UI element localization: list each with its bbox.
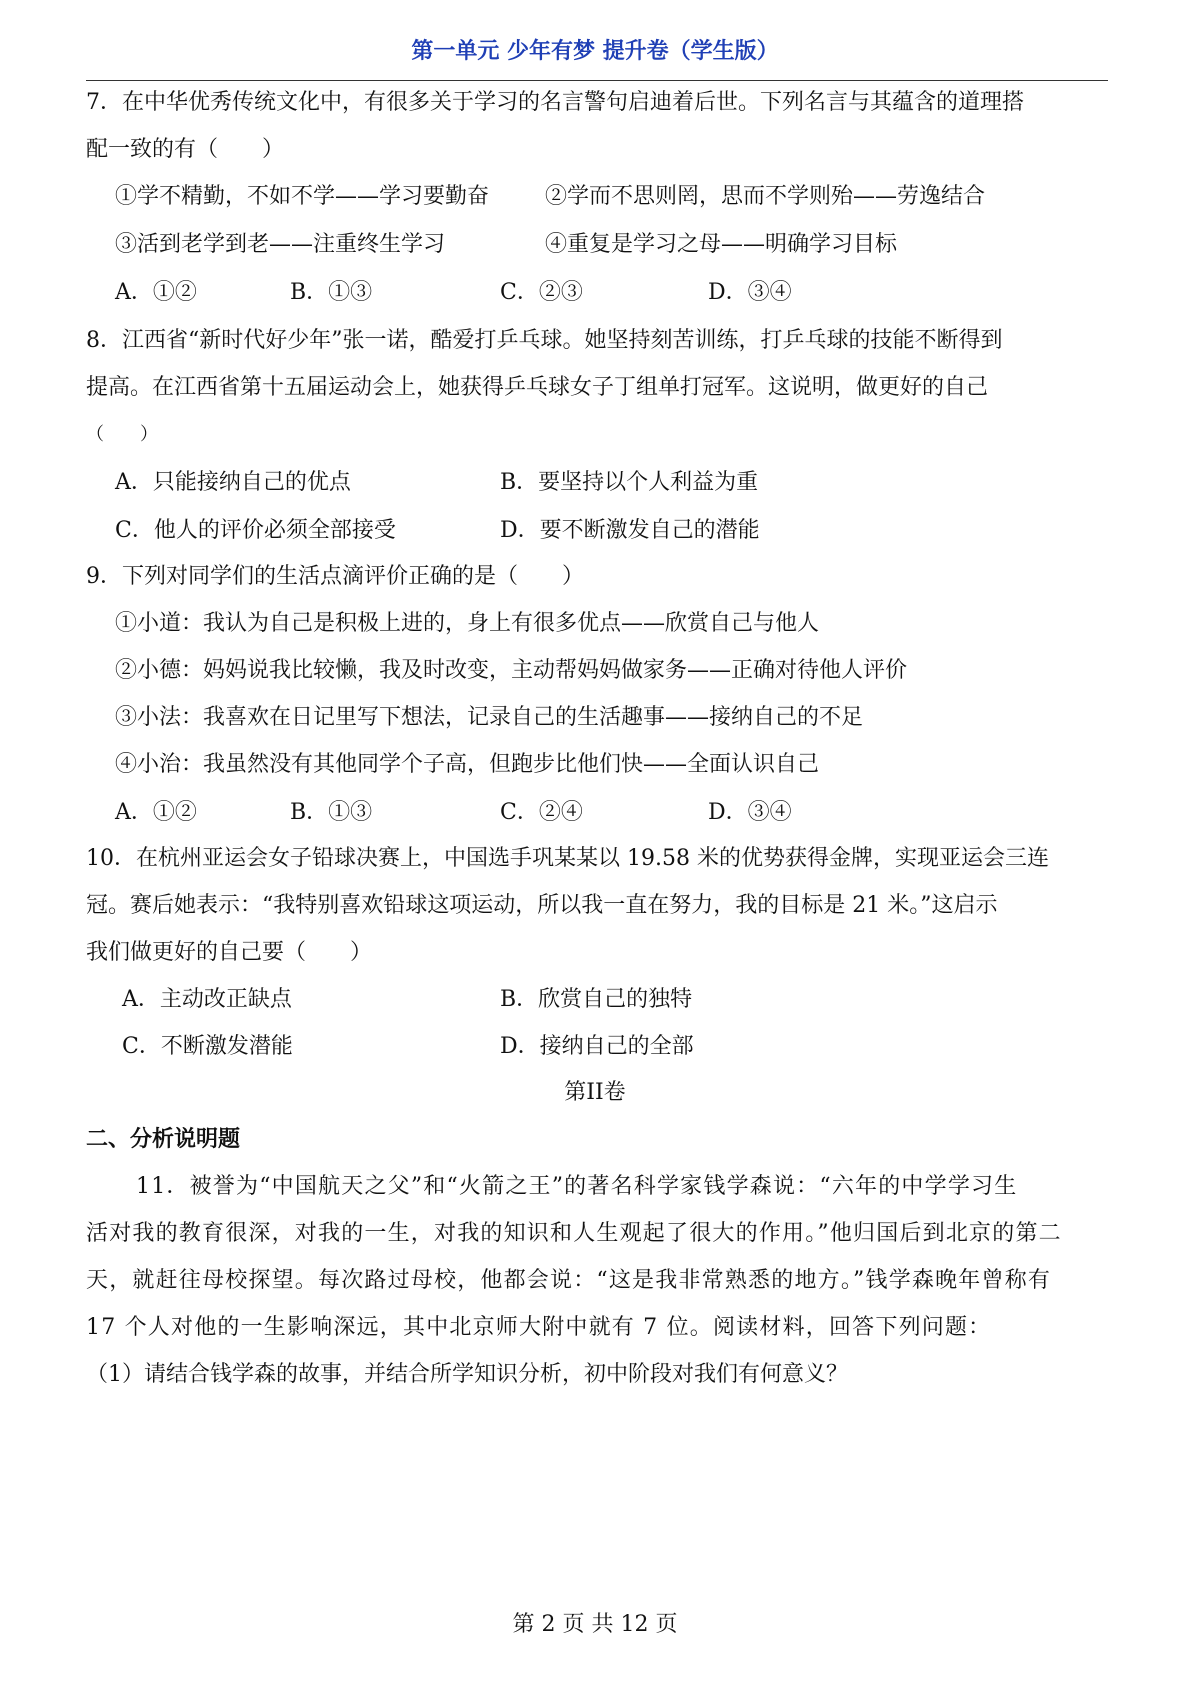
q11-subquestion-1: （1）请结合钱学森的故事，并结合所学知识分析，初中阶段对我们有何意义？ (86, 1362, 848, 1387)
section-heading: 二、分析说明题 (86, 1127, 241, 1152)
header-divider (86, 80, 1108, 81)
q7-option-b: B．①③ (290, 280, 373, 305)
q7-item-1: ①学不精勤，不如不学——学习要勤奋 (115, 184, 490, 209)
q10-option-c: C．不断激发潜能 (122, 1034, 293, 1059)
q9-item-3: ③小法：我喜欢在日记里写下想法，记录自己的生活趣事——接纳自己的不足 (115, 705, 864, 730)
q11-line3: 天，就赶往母校探望。每次路过母校，他都会说：“这是我非常熟悉的地方。”钱学森晚年曾称有 (86, 1268, 1052, 1293)
q7-stem-line1: 7．在中华优秀传统文化中，有很多关于学习的名言警句启迪着后世。下列名言与其蕴含的道理搭 (86, 90, 1025, 115)
q7-option-a: A．①② (115, 280, 197, 305)
q10-stem-line1: 10．在杭州亚运会女子铅球决赛上，中国选手巩某某以 19.58 米的优势获得金牌，实现亚运会三连 (86, 846, 1049, 871)
q11-line2: 活对我的教育很深，对我的一生，对我的知识和人生观起了很大的作用。”他归国后到北京的第二 (86, 1221, 1062, 1246)
q8-stem-line1: 8．江西省“新时代好少年”张一诺，酷爱打乒乓球。她坚持刻苦训练，打乒乓球的技能不断得到 (86, 328, 1003, 353)
part-two-title: 第II卷 (564, 1080, 626, 1105)
q8-stem-line3: （ ） (86, 424, 158, 445)
q9-stem: 9．下列对同学们的生活点滴评价正确的是（ ） (86, 564, 584, 589)
q8-option-b: B．要坚持以个人利益为重 (500, 470, 759, 495)
q10-stem-line2: 冠。赛后她表示：“我特别喜欢铅球这项运动，所以我一直在努力，我的目标是 21 米。”这启示 (86, 893, 998, 918)
q9-option-d: D．③④ (708, 800, 792, 825)
q9-item-4: ④小治：我虽然没有其他同学个子高，但跑步比他们快——全面认识自己 (115, 752, 820, 777)
q10-option-d: D．接纳自己的全部 (500, 1034, 694, 1059)
q7-option-d: D．③④ (708, 280, 792, 305)
q11-line1: 11．被誉为“中国航天之父”和“火箭之王”的著名科学家钱学森说：“六年的中学学习生 (136, 1174, 1018, 1199)
q7-stem-line2: 配一致的有（ ） (86, 137, 285, 162)
q10-option-b: B．欣赏自己的独特 (500, 987, 693, 1012)
q7-item-3: ③活到老学到老——注重终生学习 (115, 232, 446, 257)
q9-option-a: A．①② (115, 800, 197, 825)
q10-stem-line3: 我们做更好的自己要（ ） (86, 940, 373, 965)
q7-item-2: ②学而不思则罔，思而不学则殆——劳逸结合 (545, 184, 986, 209)
q9-option-b: B．①③ (290, 800, 373, 825)
q7-option-c: C．②③ (500, 280, 583, 305)
q11-line4: 17 个人对他的一生影响深远，其中北京师大附中就有 7 位。阅读材料，回答下列问题： (86, 1315, 992, 1340)
q8-option-d: D．要不断激发自己的潜能 (500, 518, 760, 543)
page-footer: 第 2 页 共 12 页 (512, 1612, 678, 1637)
q9-option-c: C．②④ (500, 800, 583, 825)
q8-option-a: A．只能接纳自己的优点 (115, 470, 351, 495)
q7-item-4: ④重复是学习之母——明确学习目标 (545, 232, 898, 257)
page-header-title: 第一单元 少年有梦 提升卷（学生版） (411, 39, 779, 64)
q9-item-2: ②小德：妈妈说我比较懒，我及时改变，主动帮妈妈做家务——正确对待他人评价 (115, 658, 908, 683)
q10-option-a: A．主动改正缺点 (122, 987, 292, 1012)
q9-item-1: ①小道：我认为自己是积极上进的，身上有很多优点——欣赏自己与他人 (115, 611, 820, 636)
q8-stem-line2: 提高。在江西省第十五届运动会上，她获得乒乓球女子丁组单打冠军。这说明，做更好的自己 (86, 375, 989, 400)
q8-option-c: C．他人的评价必须全部接受 (115, 518, 396, 543)
